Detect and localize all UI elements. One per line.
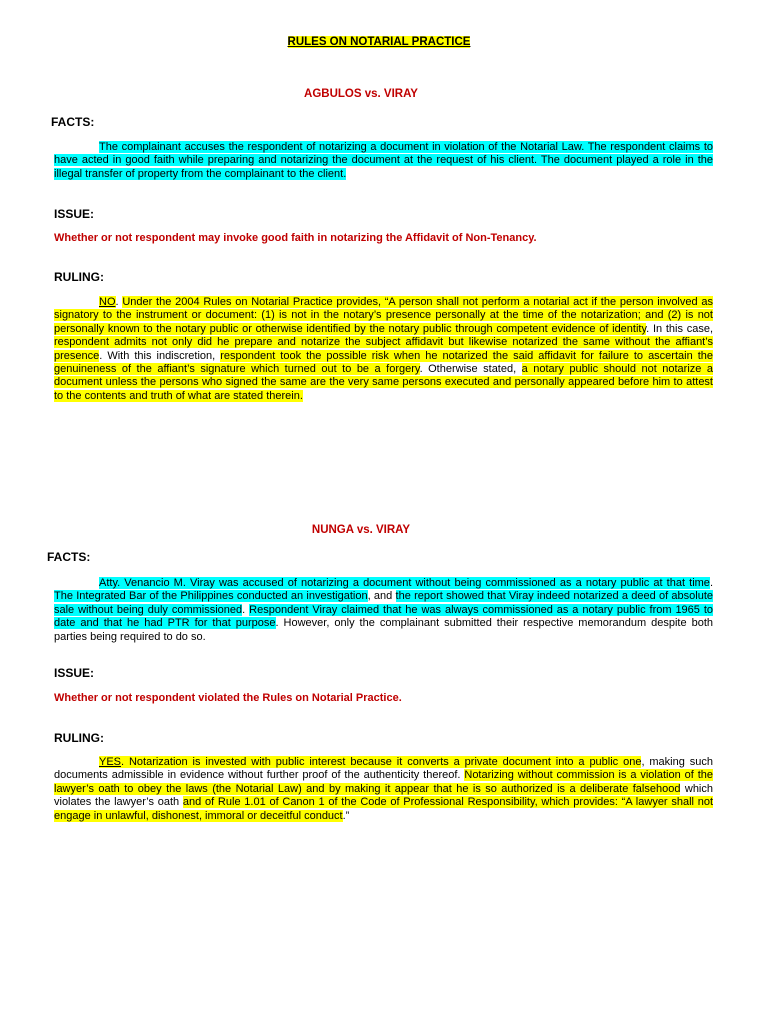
- issue-label: ISSUE:: [54, 207, 95, 221]
- text-segment: .: [709, 577, 713, 589]
- issue-text: Whether or not respondent violated the Rules on Notarial Practice.: [54, 692, 402, 704]
- text-segment: .: [242, 603, 250, 616]
- text-segment: , making such documents admissible in evidence without further proof of the authenticity thereof.: [54, 756, 713, 782]
- text-segment: respondent admits not only did he prepare and notarize the subject affidavit but likewise notarized the same without the affiant’s presence: [54, 336, 713, 362]
- ruling-label: RULING:: [54, 270, 104, 284]
- facts-label: FACTS:: [51, 115, 95, 129]
- text-segment: a notary public should not notarize a document unless the persons who signed the same are the very same persons executed and personally appeared before him to attest to the contents and truth of what are stated therein.: [54, 363, 713, 402]
- ruling-paragraph: [54, 296, 713, 403]
- ruling-paragraph: [54, 756, 713, 823]
- document-title: RULES ON NOTARIAL PRACTICE: [287, 36, 471, 48]
- text-segment: The complainant accuses the respondent of notarizing a document in violation of the Notarial Law. The respondent claims to have acted in good faith while preparing and notarizing the document at the request of his client. The document played a role in the illegal transfer of property from the complainant to the client.: [54, 141, 713, 180]
- text-segment: .: [115, 296, 123, 308]
- text-segment: Under the 2004 Rules on Notarial Practice provides, “A person shall not perform a notarial act if the person involved as signatory to the instrument or document: (1) is not in the notary’s presence personally at the time of the notarization; and (2) is not personally known to the notary public or otherwise identified by the notary public through competent evidence of identity: [54, 296, 713, 335]
- text-segment: . Notarization is invested with public interest because it converts a private document into a public one: [121, 756, 642, 768]
- text-segment: the report showed that Viray indeed notarized a deed of absolute sale without being duly commissioned: [54, 590, 713, 616]
- text-segment: . Otherwise stated,: [419, 363, 522, 376]
- text-segment: Atty. Venancio M. Viray was accused of notarizing a document without being commissioned as a notary public at that time: [99, 577, 710, 589]
- text-segment: which violates the lawyer’s oath: [54, 782, 713, 809]
- text-segment: YES: [99, 756, 122, 768]
- text-segment: . With this indiscretion,: [99, 349, 221, 362]
- case-title-nunga: NUNGA vs. VIRAY: [311, 524, 411, 536]
- text-segment: Notarizing without commission is a violation of the lawyer’s oath to obey the laws (the Notarial Law) and by making it appear that he is so authorized is a deliberate falsehood: [54, 769, 713, 795]
- issue-label: ISSUE:: [54, 666, 95, 680]
- facts-paragraph: [54, 577, 713, 644]
- ruling-label: RULING:: [54, 731, 104, 745]
- facts-label: FACTS:: [47, 550, 91, 564]
- case-title-agbulos: AGBULOS vs. VIRAY: [304, 88, 418, 100]
- text-segment: respondent took the possible risk when he notarized the said affidavit for failure to ascertain the genuineness of the affiant’s signature which turned out to be a forgery: [54, 349, 714, 376]
- text-segment: and of Rule 1.01 of Canon 1 of the Code of Professional Responsibility, which provides: “A lawyer shall not engage in unlawful, dishonest, immoral or deceitful conduct: [54, 796, 713, 822]
- text-segment: , and: [367, 590, 396, 603]
- text-segment: .”: [342, 809, 350, 822]
- text-segment: The Integrated Bar of the Philippines conducted an investigation: [54, 590, 368, 603]
- text-segment: . In this case,: [646, 322, 714, 335]
- facts-paragraph: [54, 141, 713, 181]
- text-segment: . However, only the complainant submitted their respective memorandum despite both parties being required to do so.: [54, 617, 714, 643]
- text-segment: NO: [99, 296, 116, 308]
- issue-text: Whether or not respondent may invoke good faith in notarizing the Affidavit of Non-Tenancy.: [54, 232, 537, 244]
- text-segment: Respondent Viray claimed that he was always commissioned as a notary public from 1965 to date and that he had PTR for that purpose: [54, 603, 714, 630]
